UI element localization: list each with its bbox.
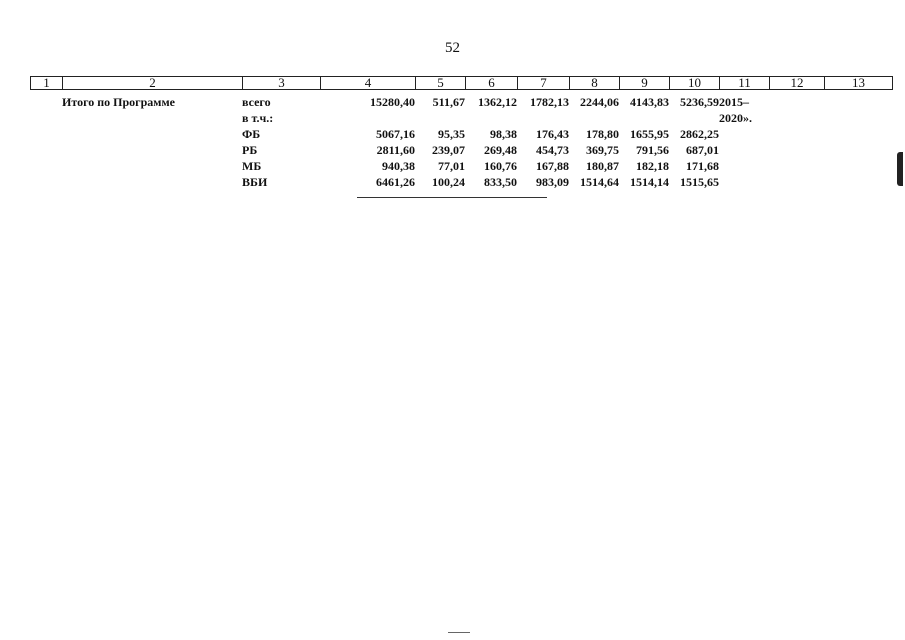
column-header: 5 <box>416 77 466 90</box>
column-header: 13 <box>825 77 893 90</box>
table-row <box>30 94 892 110</box>
table-row <box>30 158 892 174</box>
table-cell: 5236,59 <box>680 95 719 109</box>
table-cell: 1515,65 <box>680 175 719 189</box>
table-cell: 2244,06 <box>580 95 619 109</box>
scan-footer-mark <box>448 632 470 633</box>
table-cell: 5067,16 <box>376 127 415 141</box>
table-header <box>30 76 893 90</box>
table-cell: 98,38 <box>490 127 517 141</box>
table-cell: 1362,12 <box>478 95 517 109</box>
table-cell: 6461,26 <box>376 175 415 189</box>
row-category: ФБ <box>242 127 261 141</box>
table-row <box>30 174 892 190</box>
table-cell: 167,88 <box>536 159 569 173</box>
column-header: 12 <box>770 77 825 90</box>
table-cell: 369,75 <box>586 143 619 157</box>
table-cell: 687,01 <box>686 143 719 157</box>
column-header: 8 <box>570 77 620 90</box>
table-cell: 2811,60 <box>376 143 415 157</box>
table-cell: 269,48 <box>484 143 517 157</box>
page-number: 52 <box>445 40 460 56</box>
period-line-2: 2020». <box>719 111 752 125</box>
table-cell: 4143,83 <box>630 95 669 109</box>
column-header: 2 <box>63 77 243 90</box>
column-header: 11 <box>720 77 770 90</box>
column-header: 4 <box>321 77 416 90</box>
table-cell: 940,38 <box>382 159 415 173</box>
column-header: 3 <box>243 77 321 90</box>
period-line-1: 2015– <box>719 95 749 109</box>
table-cell: 511,67 <box>432 95 465 109</box>
table-cell: 791,56 <box>636 143 669 157</box>
row-category: РБ <box>242 143 258 157</box>
table-cell: 833,50 <box>484 175 517 189</box>
table-cell: 77,01 <box>438 159 465 173</box>
scan-edge-mark <box>897 152 903 186</box>
column-header: 7 <box>518 77 570 90</box>
table-row <box>30 110 892 126</box>
table-cell: 178,80 <box>586 127 619 141</box>
program-total-label: Итого по Программе <box>62 95 175 109</box>
table-cell: 95,35 <box>438 127 465 141</box>
row-category: в т.ч.: <box>242 111 274 125</box>
table-cell: 239,07 <box>432 143 465 157</box>
row-category: всего <box>242 95 271 109</box>
row-category: МБ <box>242 159 262 173</box>
table-cell: 160,76 <box>484 159 517 173</box>
table-row <box>30 142 892 158</box>
column-header: 10 <box>670 77 720 90</box>
table-cell: 180,87 <box>586 159 619 173</box>
table-cell: 15280,40 <box>370 95 415 109</box>
table-cell: 983,09 <box>536 175 569 189</box>
table-cell: 1782,13 <box>530 95 569 109</box>
table-cell: 1514,64 <box>580 175 619 189</box>
table-cell: 1514,14 <box>630 175 669 189</box>
table-cell: 176,43 <box>536 127 569 141</box>
table-cell: 454,73 <box>536 143 569 157</box>
column-header: 6 <box>466 77 518 90</box>
row-category: ВБИ <box>242 175 268 189</box>
table-cell: 171,68 <box>686 159 719 173</box>
table-cell: 2862,25 <box>680 127 719 141</box>
table-row <box>30 126 892 142</box>
column-header: 9 <box>620 77 670 90</box>
summary-table <box>30 94 892 190</box>
end-rule <box>357 197 547 198</box>
table-cell: 1655,95 <box>630 127 669 141</box>
table-cell: 182,18 <box>636 159 669 173</box>
column-header: 1 <box>31 77 63 90</box>
table-cell: 100,24 <box>432 175 465 189</box>
